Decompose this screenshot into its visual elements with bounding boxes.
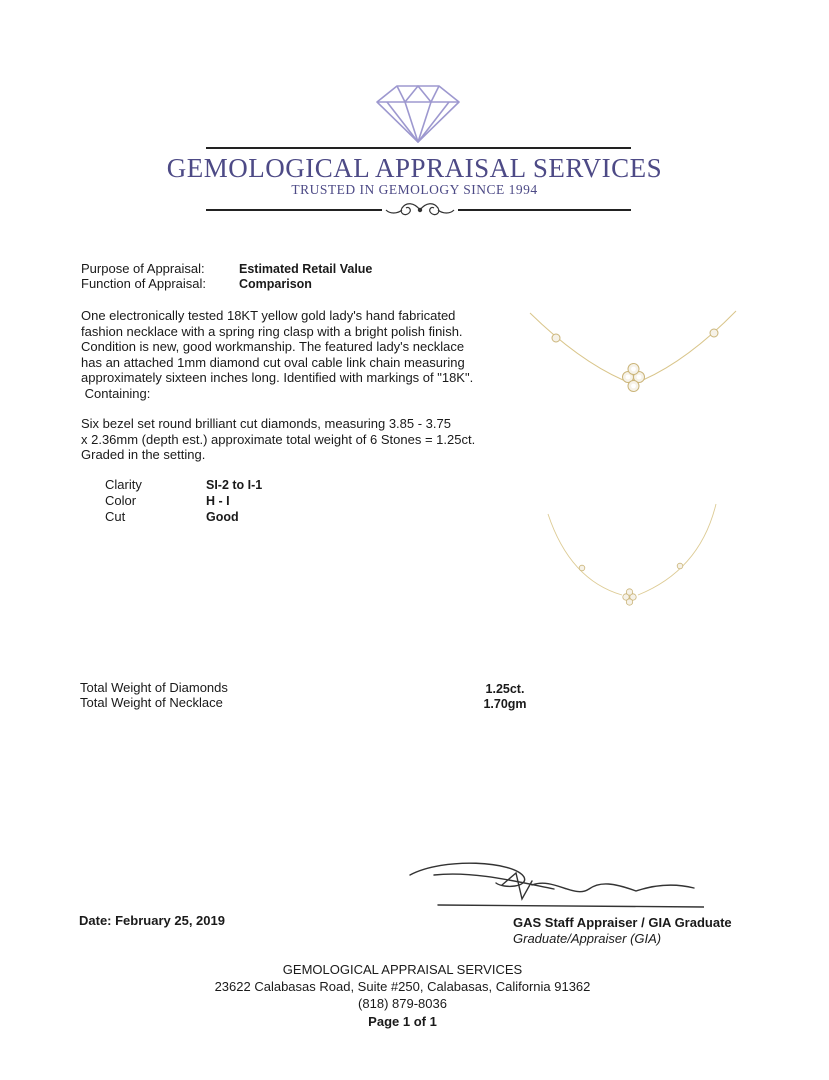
cut-value: Good (206, 510, 239, 524)
page-number: Page 1 of 1 (368, 1014, 437, 1029)
appraiser-signature (404, 855, 704, 910)
clarity-value: SI-2 to I-1 (206, 478, 263, 492)
clarity-label: Clarity (105, 477, 142, 492)
description-line: Condition is new, good workmanship. The featured lady's necklace (81, 339, 465, 355)
total-necklace-weight-label: Total Weight of Necklace (80, 695, 223, 710)
description-line: fashion necklace with a spring ring clasp with a bright polish finish. (81, 323, 463, 339)
item-description (81, 308, 473, 402)
diamond-description (81, 416, 475, 463)
description-line: Containing: (81, 385, 151, 401)
flourish-ornament-icon (372, 198, 468, 222)
necklace-photo-closeup (528, 305, 738, 410)
footer-phone: (818) 879-8036 (358, 996, 447, 1011)
diamond-line: Six bezel set round brilliant cut diamonds, measuring 3.85 - 3.75 (81, 416, 451, 431)
description-line: One electronically tested 18KT yellow gold lady's hand fabricated (81, 308, 456, 323)
purpose-value: Estimated Retail Value (239, 262, 373, 276)
footer-address: 23622 Calabasas Road, Suite #250, Calabasas, California 91362 (214, 979, 591, 994)
appraiser-title: GAS Staff Appraiser / GIA Graduate (513, 915, 732, 930)
total-diamond-weight-label: Total Weight of Diamonds (80, 680, 228, 695)
total-necklace-weight-value: 1.70gm (483, 697, 527, 711)
diamond-line: x 2.36mm (depth est.) approximate total weight of 6 Stones = 1.25ct. (81, 431, 476, 447)
company-title: GEMOLOGICAL APPRAISAL SERVICES (166, 153, 663, 183)
letterhead (0, 0, 829, 240)
necklace-photo-full (540, 500, 720, 610)
header-top-rule (206, 147, 631, 149)
appraisal-date: Date: February 25, 2019 (79, 913, 225, 928)
footer-company: GEMOLOGICAL APPRAISAL SERVICES (282, 962, 523, 977)
diamond-icon (375, 82, 461, 144)
purpose-label: Purpose of Appraisal: (81, 261, 205, 276)
company-tagline: TRUSTED IN GEMOLOGY SINCE 1994 (291, 182, 538, 197)
appraiser-subtitle: Graduate/Appraiser (GIA) (513, 931, 662, 946)
total-diamond-weight-value: 1.25ct. (485, 682, 525, 696)
function-value: Comparison (239, 277, 312, 291)
color-value: H - I (206, 494, 230, 508)
description-line: approximately sixteen inches long. Identified with markings of "18K". (81, 370, 474, 386)
cut-label: Cut (105, 509, 126, 524)
diamond-line: Graded in the setting. (81, 447, 206, 463)
description-line: has an attached 1mm diamond cut oval cable link chain measuring (81, 354, 465, 370)
color-label: Color (105, 493, 137, 508)
function-label: Function of Appraisal: (81, 276, 207, 291)
